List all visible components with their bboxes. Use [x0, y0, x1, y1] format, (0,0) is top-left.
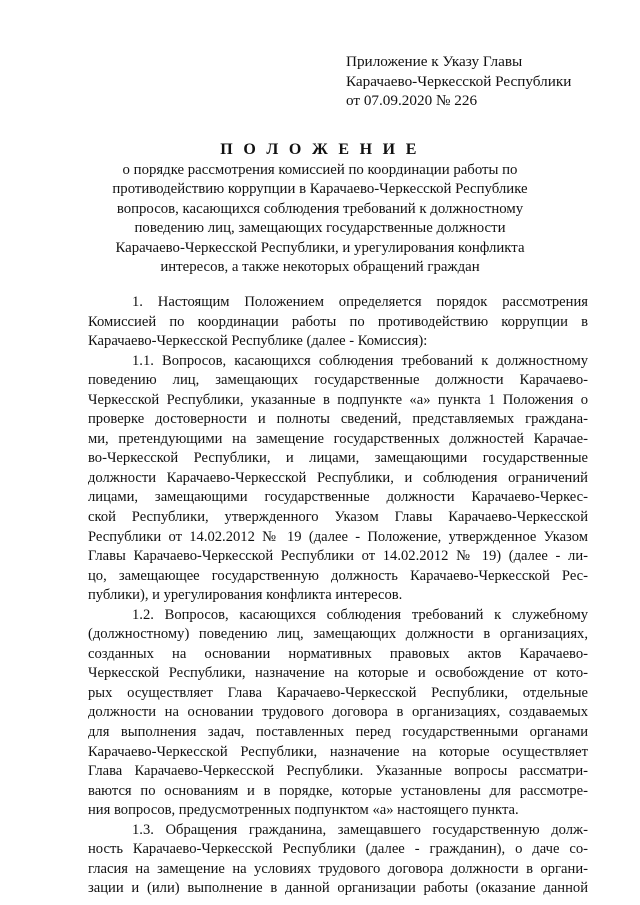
- body-line: зации и (или) выполнение в данной организации работы (оказание данной: [88, 880, 588, 897]
- body-line: 1.2. Вопросов, касающихся соблюдения требований к служебному: [132, 606, 588, 623]
- body-line: созданных на основании нормативных правовых актов Карачаево-: [88, 645, 588, 662]
- body-line: Глава Карачаево-Черкесской Республики. Указанные вопросы рассматри-: [88, 763, 588, 780]
- body-line: 1.1. Вопросов, касающихся соблюдения требований к должностному: [132, 352, 588, 369]
- subtitle-line: Карачаево-Черкесской Республики, и урегулирования конфликта: [115, 239, 525, 256]
- body-line: Черкесской Республики, назначение на которые и освобождение от кото-: [88, 665, 588, 682]
- appendix-line: от 07.09.2020 № 226: [346, 92, 478, 109]
- body-line: публики), и урегулирования конфликта интересов.: [88, 587, 403, 604]
- body-line: (должностному) поведению лиц, замещающих должности в организациях,: [88, 626, 588, 643]
- body-line: Карачаево-Черкесской Республики, назначение на которые осуществляет: [88, 743, 588, 760]
- body-line: ность Карачаево-Черкесской Республики (далее - гражданин), о даче со-: [88, 841, 588, 858]
- paragraph-1-2: [88, 606, 588, 821]
- body-line: Комиссией по координации работы по противодействию коррупции в: [88, 313, 588, 330]
- body-line: должности на основании трудового договора в организациях, создаваемых: [88, 704, 588, 721]
- paragraph-1: [88, 293, 588, 352]
- body-line: поведению лиц, замещающих государственные должности Карачаево-: [88, 372, 588, 389]
- body-line: проверке достоверности и полноты сведений, представляемых граждана-: [88, 411, 588, 428]
- body-line: во-Черкесской Республики, и лицами, замещающими государственные: [88, 450, 588, 467]
- body-line: ми, претендующими на замещение государственных должностей Карачае-: [88, 430, 588, 447]
- subtitle-line: противодействию коррупции в Карачаево-Черкесской Республике: [112, 181, 528, 198]
- document-body: [88, 293, 588, 899]
- body-line: лицами, замещающими государственные должности Карачаево-Черкес-: [88, 489, 588, 506]
- body-line: 1.3. Обращения гражданина, замещавшего государственную долж-: [132, 821, 588, 838]
- paragraph-1-1: [88, 352, 588, 606]
- document-subtitle: [100, 161, 540, 277]
- body-line: рых осуществляет Глава Карачаево-Черкесской Республики, отдельные: [88, 684, 588, 701]
- body-line: для выполнения задач, поставленных перед государственными органами: [88, 724, 588, 741]
- subtitle-line: поведению лиц, замещающих государственные должности: [134, 220, 506, 237]
- paragraph-1-3: [88, 821, 588, 899]
- body-line: Карачаево-Черкесской Республике (далее - Комиссия):: [88, 333, 428, 350]
- appendix-line: Карачаево-Черкесской Республики: [346, 72, 572, 90]
- body-line: Черкесской Республики, указанные в подпункте «а» пункта 1 Положения о: [88, 391, 588, 408]
- body-line: ния вопросов, предусмотренных подпунктом «а» настоящего пункта.: [88, 802, 519, 819]
- subtitle-line: о порядке рассмотрения комиссией по координации работы по: [122, 162, 518, 178]
- body-line: цо, замещающее государственную должность Карачаево-Черкесской Рес-: [88, 567, 588, 584]
- appendix-line: Приложение к Указу Главы: [346, 53, 523, 70]
- body-line: Республики от 14.02.2012 № 19 (далее - Положение, утвержденное Указом: [88, 528, 588, 545]
- subtitle-line: интересов, а также некоторых обращений граждан: [160, 259, 480, 276]
- body-line: Главы Карачаево-Черкесской Республики от 14.02.2012 № 19) (далее - ли-: [88, 548, 588, 565]
- body-line: должности Карачаево-Черкесской Республики, и соблюдения ограничений: [88, 469, 588, 486]
- body-line: ваются по основаниям и в порядке, которые установлены для рассмотре-: [88, 782, 588, 799]
- appendix-note: [346, 52, 571, 111]
- body-line: 1. Настоящим Положением определяется порядок рассмотрения: [132, 294, 588, 310]
- document-title: П О Л О Ж Е Н И Е: [220, 141, 420, 158]
- body-line: ской Республики, утвержденного Указом Главы Карачаево-Черкесской: [88, 509, 588, 526]
- subtitle-line: вопросов, касающихся соблюдения требований к должностному: [116, 200, 524, 217]
- body-line: гласия на замещение на условиях трудового договора должности в органи-: [88, 860, 588, 877]
